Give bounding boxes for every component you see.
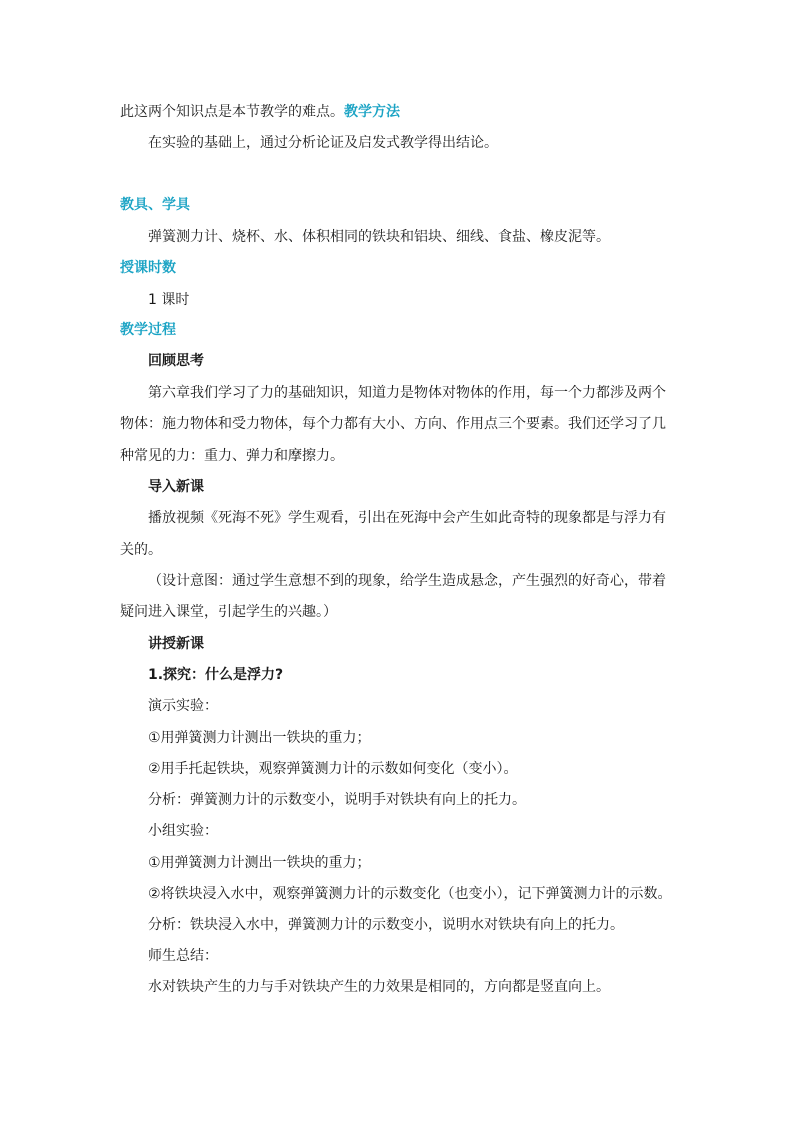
intro-lesson-heading: 导入新课: [148, 479, 204, 495]
review-heading: 回顾思考: [148, 353, 204, 369]
review-line-2: 物体：施力物体和受力物体，每个力都有大小、方向、作用点三个要素。我们还学习了几: [120, 416, 666, 432]
demo-analysis: 分析：弹簧测力计的示数变小，说明手对铁块有向上的托力。: [148, 792, 526, 808]
new-lesson-heading: 讲授新课: [148, 636, 204, 652]
process-heading: 教学过程: [120, 322, 176, 338]
tools-heading: 教具、学具: [120, 197, 190, 213]
demo-label: 演示实验：: [148, 698, 218, 714]
intro-lesson-line-2: 关的。: [120, 542, 162, 558]
method-heading: 教学方法: [344, 104, 400, 120]
group-label: 小组实验：: [148, 823, 218, 839]
review-line-1: 第六章我们学习了力的基础知识，知道力是物体对物体的作用，每一个力都涉及两个: [148, 385, 666, 401]
design-line-2: 疑问进入课堂，引起学生的兴趣。）: [120, 604, 337, 620]
group-step-2: ②将铁块浸入水中，观察弹簧测力计的示数变化（也变小），记下弹簧测力计的示数。: [148, 886, 672, 902]
group-step-1: ①用弹簧测力计测出一铁块的重力；: [148, 855, 371, 871]
hours-heading: 授课时数: [120, 260, 176, 276]
hours-body: 1 课时: [148, 292, 190, 308]
review-line-3: 种常见的力：重力、弹力和摩擦力。: [120, 448, 344, 464]
demo-step-1: ①用弹簧测力计测出一铁块的重力；: [148, 730, 371, 746]
design-line-1: （设计意图：通过学生意想不到的现象，给学生造成悬念，产生强烈的好奇心，带着: [148, 573, 666, 589]
intro-text: 此这两个知识点是本节教学的难点。: [120, 104, 344, 120]
tools-body: 弹簧测力计、烧杯、水、体积相同的铁块和铝块、细线、食盐、橡皮泥等。: [148, 229, 610, 245]
summary-text: 水对铁块产生的力与手对铁块产生的力效果是相同的，方向都是竖直向上。: [148, 979, 610, 995]
section1-title: 1.探究：什么是浮力?: [148, 667, 284, 683]
summary-label: 师生总结：: [148, 948, 218, 964]
method-body: 在实验的基础上，通过分析论证及启发式教学得出结论。: [148, 135, 498, 151]
intro-line: [120, 102, 400, 122]
demo-step-2: ②用手托起铁块，观察弹簧测力计的示数如何变化（变小）。: [148, 761, 518, 777]
group-analysis: 分析：铁块浸入水中，弹簧测力计的示数变小，说明水对铁块有向上的托力。: [148, 917, 624, 933]
intro-lesson-line-1: 播放视频《死海不死》学生观看，引出在死海中会产生如此奇特的现象都是与浮力有: [148, 510, 666, 526]
